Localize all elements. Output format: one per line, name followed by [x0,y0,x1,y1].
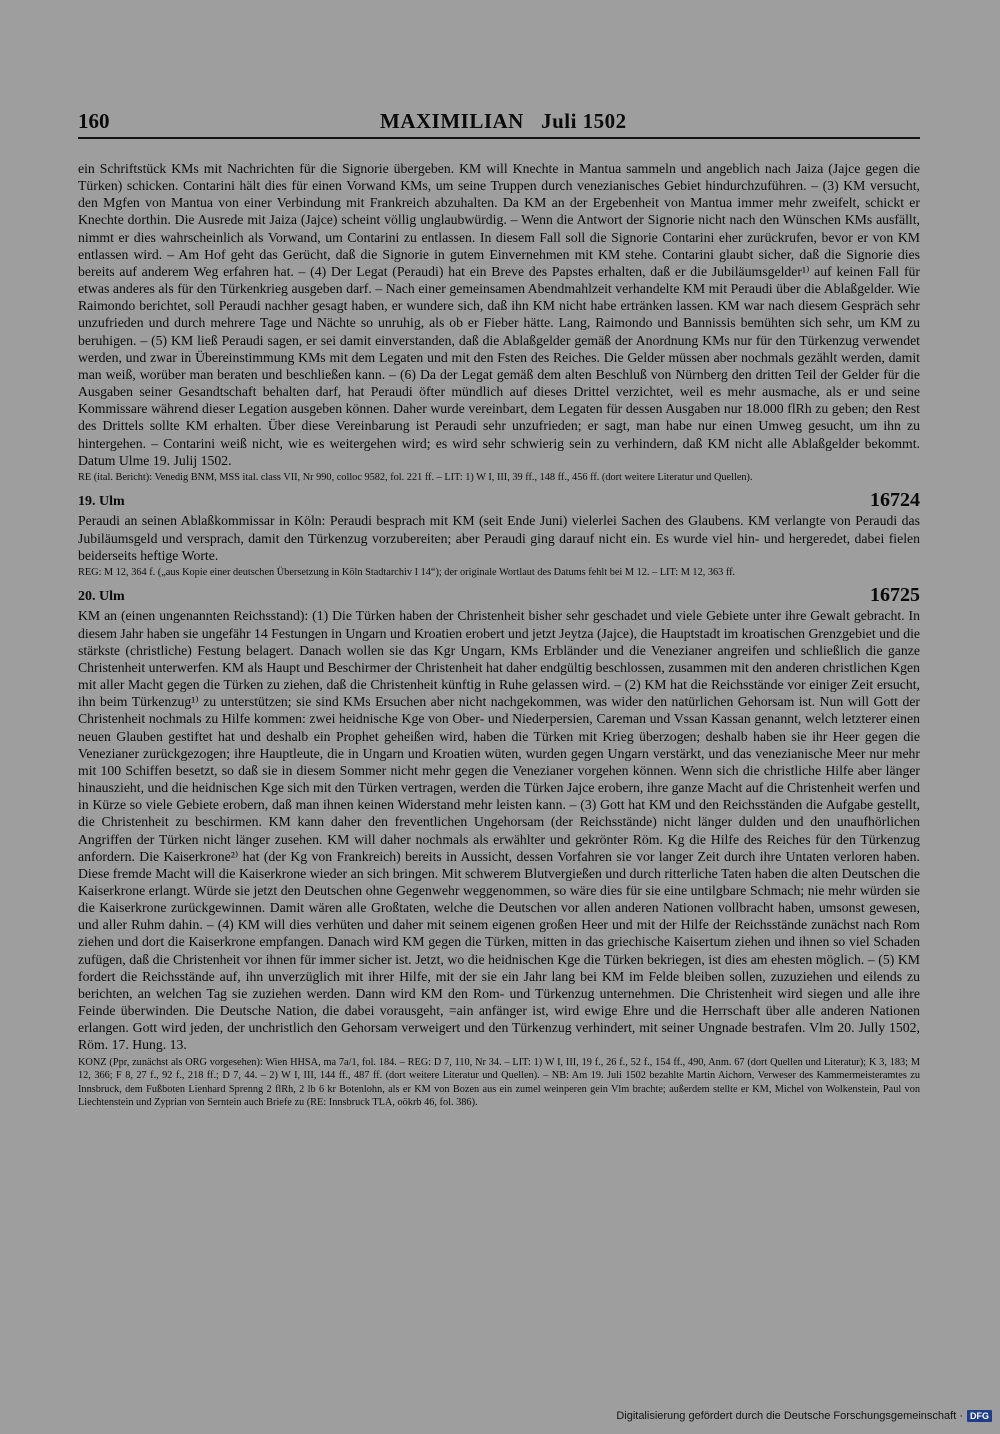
entry-date-location: 20. Ulm [78,589,125,605]
running-title: MAXIMILIAN Juli 1502 [380,109,627,133]
dfg-logo: DFG [967,1410,992,1422]
entry-text: ein Schriftstück KMs mit Nachrichten für die Signorie übergeben. KM will Knechte in Mantua sammeln und angeblich nach Jaiza (Jajce gegen die Türken) schicken. Contarini hält dies für einen Vorwand KMs, um seine Truppen durch venezianisches Gebiet hindurchzuführen. – (3) KM versucht, den Mgfen von Mantua von einer Verbindung mit Frankreich abzuhalten. Da KM an der Ergebenheit von Mantua immer mehr zweifelt, schickt er Knechte dorthin. Die Ausrede mit Jaiza (Jajce) scheint völlig unglaubwürdig. – Wenn die Antwort der Signorie nicht nach den Wünschen KMs ausfällt, nimmt er dies wahrscheinlich als Vorwand, um Contarini zu entlassen. In diesem Fall soll die Signorie Contarini eher zurückrufen, bevor er von KM entlassen wird. – Am Hof geht das Gerücht, daß die Signorie in gutem Einvernehmen mit KM stehe. Contarini glaubt sicher, daß die Signorie dies bereits auf anderem Weg erfahren hat. – (4) Der Legat (Peraudi) hat ein Breve des Papstes erhalten, daß er die Jubiläumsgelder¹⁾ auf keinen Fall für etwas anderes als für den Türkenkrieg ausgeben darf. – Nach einer gemeinsamen Abendmahlzeit verhandelte KM mit Peraudi über die Ablaßgelder. Wie Raimondo berichtet, soll Peraudi nachher gesagt haben, er wundere sich, daß ihn KM nicht habe ertränken lassen. KM war nach diesem Gespräch sehr unzufrieden und durch mehrere Tage und Nächte so unruhig, als ob er Fieber hätte. Lang, Raimondo und Bannissis bemühten sich sehr, um KM zu beruhigen. – (5) KM ließ Peraudi sagen, er sei damit einverstanden, daß die Ablaßgelder gemäß der Anordnung KMs nur für den Türkenzug verwendet werden, und zwar in Übereinstimmung KMs mit dem Legaten und mit den Fsten des Reiches. Die Gelder müssen aber nochmals gezählt werden, damit man weiß, worüber man beraten und beschließen kann. – (6) Da der Legat gemäß dem alten Beschluß von Nürnberg den dritten Teil der Gelder für die Ausgaben seiner Gesandtschaft behalten darf, hat Peraudi öfter mündlich auf dieses Drittel verzichtet, weil es mehr ausmache, als er und seine Kommissare während dieser Legation ausgeben können. Daher wurde vereinbart, dem Legaten für dessen Ausgaben nur 18.000 flRh zu geben; den Rest des Drittels sollte KM erhalten. Über diese Vereinbarung ist Peraudi sehr unzufrieden; er sagt, man habe nur einen Umweg gesucht, um ihn zu hintergehen. – Contarini weiß nicht, wie es weitergehen wird; es wird sehr schwierig sein zu verhindern, daß KM nicht alle Ablaßgelder bekommt. Datum Ulme 19. Julij 1502. [78,161,920,468]
entry-text: Peraudi an seinen Ablaßkommissar in Köln: Peraudi besprach mit KM (seit Ende Juni) vielerlei Sachen des Glaubens. KM verlangte von Peraudi das Jubiläumsgeld und versprach, damit den Türkenzug vorzubereiten; aber Peraudi ging darauf nicht ein. Es wurde viel hin- und hergeredet, dabei fielen beiderseits heftige Worte. [78,513,920,563]
entry-heading [78,490,920,512]
entry-number: 16725 [870,584,920,607]
entry-number: 16724 [870,489,920,512]
entry-date-location: 19. Ulm [78,494,125,510]
entry-note: RE (ital. Bericht): Venedig BNM, MSS ital. class VII, Nr 990, colloc 9582, fol. 221 ff. – LIT: 1) W I, III, 39 ff., 148 ff., 456 ff. (dort weitere Literatur und Quellen). [78,471,753,483]
footer-text: Digitalisierung gefördert durch die Deutsche Forschungsgemeinschaft · [616,1410,963,1422]
page-header [78,107,920,139]
entry-heading [78,585,920,607]
regesta-content [78,160,920,1110]
entry-note: REG: M 12, 364 f. („aus Kopie einer deutschen Übersetzung in Köln Stadtarchiv I 14“); der originale Wortlaut des Datums fehlt bei M 12. – LIT: M 12, 363 ff. [78,566,736,578]
digitization-footer [616,1410,992,1422]
entry-note: KONZ (Ppr, zunächst als ORG vorgesehen): Wien HHSA, ma 7a/1, fol. 184. – REG: D 7, 110, Nr 34. – LIT: 1) W I, III, 19 f., 26 f., 52 f., 154 ff., 490, Anm. 67 (dort Quellen und Literatur); K 3, 183; M 12, 366; F 8, 27 f., 92 f., 218 ff.; D 7, 44. – 2) W I, III, 144 ff., 487 ff. (dort weitere Literatur und Quellen). – NB: Am 19. Juli 1502 bezahlte Martin Aichorn, Verweser des Kammermeisteramtes zu Innsbruck, dem Fußboten Lienhard Sprenng 2 flRh, 2 lb 6 kr Botenlohn, als er KM von Bozen aus ein zumel weinperen gein Vlm brachte; außerdem stellte er KM, Michel von Wolkenstein, Paul von Liechtenstein und Zyprian von Serntein auch Briefe zu (RE: Innsbruck TLA, oökrb 46, fol. 386). [78,1056,920,1109]
entry-text: KM an (einen ungenannten Reichsstand): (1) Die Türken haben der Christenheit bisher sehr geschadet und viele Gebiete unter ihre Gewalt gebracht. In diesem Jahr haben sie ungefähr 14 Festungen in Ungarn und Kroatien erobert und jetzt Jeytza (Jajce), die Hauptstadt im kroatischen Grenzgebiet und die stärkste (christliche) Festung belagert. Danach wollen sie das Kgr Ungarn, KMs Erbländer und die Venezianer angreifen und schließlich die ganze Christenheit unterwerfen. KM als Haupt und Beschirmer der Christenheit hat daher endgültig beschlossen, zusammen mit den anderen christlichen Kgen mit aller Macht gegen die Türken zu ziehen, daß die Christenheit künftig in Ruhe gelassen wird. – (2) KM hat die Reichsstände vor einiger Zeit ersucht, ihn beim Türkenzug¹⁾ zu unterstützen; sie sind KMs Ersuchen aber nicht nachgekommen, was wider den natürlichen Gehorsam ist. Nun will Gott der Christenheit nochmals zu Hilfe kommen: zwei heidnische Kge von Ober- und Niederpersien, Careman und Vssan Kassan genannt, welch letzterer einen neuen Glauben gestiftet hat und deshalb ein Prophet geheißen wird, haben die Türken mit Krieg überzogen; deshalb haben sie ihr Heer gegen die Venezianer zurückgezogen; ihre Hauptleute, die in Ungarn und Kroatien wüten, wurden gegen Ungarn verstärkt, und das venezianische Meer nur mehr mit 100 Schiffen besetzt, so daß sie in diesem Sommer nicht mehr gegen die Venezianer vorgehen können. Wenn sich die christliche Hilfe aber länger hinauszieht, und die heidnischen Kge sich mit den Türken vertragen, werden die Türken Jajce erobern, ihre ganze Macht auf die Christenheit werfen und in Kürze so viele Gebiete erobern, daß man ihnen keinen Widerstand mehr leisten kann. – (3) Gott hat KM und den Reichsständen die Aufgabe gestellt, die Christenheit zu beschirmen. KM kann daher den freventlichen Ungehorsam (der Reichsstände) nicht länger dulden und den unaufhörlichen Angriffen der Türken nicht länger zusehen. KM will daher nochmals als erwählter und gekrönter Röm. Kg die Hilfe des Reiches für den Türkenzug anfordern. Die Kaiserkrone²⁾ hat (der Kg von Frankreich) bereits in Aussicht, dessen Vorfahren sie vor langer Zeit durch ihre Untaten verloren haben. Diese fremde Macht will die Kaiserkrone wieder an sich bringen. Mit schwerem Blutvergießen und durch ritterliche Taten haben die alten Deutschen die Kaiserkrone erlangt. Würde sie jetzt den Deutschen ohne Gegenwehr weggenommen, so wäre dies für sie eine untilgbare Schmach; nie mehr würden sie die Kaiserkrone zurückgewinnen. Damit wären alle Großtaten, welche die Deutschen vor allen anderen Nationen vollbracht haben, umsonst gewesen, und aller Ruhm dahin. – (4) KM will dies verhüten und daher mit seinem eigenen großen Heer und mit der Hilfe der Reichsstände zunächst nach Rom ziehen und dort die Kaiserkrone empfangen. Danach wird KM gegen die Türken, mitten in das griechische Kaisertum ziehen und ihnen so viel Schaden zufügen, daß die Christenheit vor ihnen für immer sicher ist. Jetzt, wo die heidnischen Kge die Türken bekriegen, ist dies am ehesten möglich. – (5) KM fordert die Reichsstände auf, ihn unverzüglich mit ihrer Hilfe, mit der sie ein Jahr lang bei KM im Felde bleiben sollen, zuzuziehen und eilends zu berichten, an welchen Tag sie zuziehen werden. Dann wird KM den Rom- und Türkenzug unternehmen. Die Christenheit wird siegen und alle ihre Feinde überwinden. Die Deutsche Nation, die dabei vorausgeht, =ain anfänger ist, wird ewige Ehre und die Herrschaft über alle anderen Nationen erlangen. Gott wird jeden, der unchristlich den Gehorsam verweigert und den Türkenzug verhindert, mit seiner Ungnade bestrafen. Vlm 20. Jully 1502, Röm. 17. Hung. 13. [78,608,920,1053]
page-number: 160 [78,109,110,133]
